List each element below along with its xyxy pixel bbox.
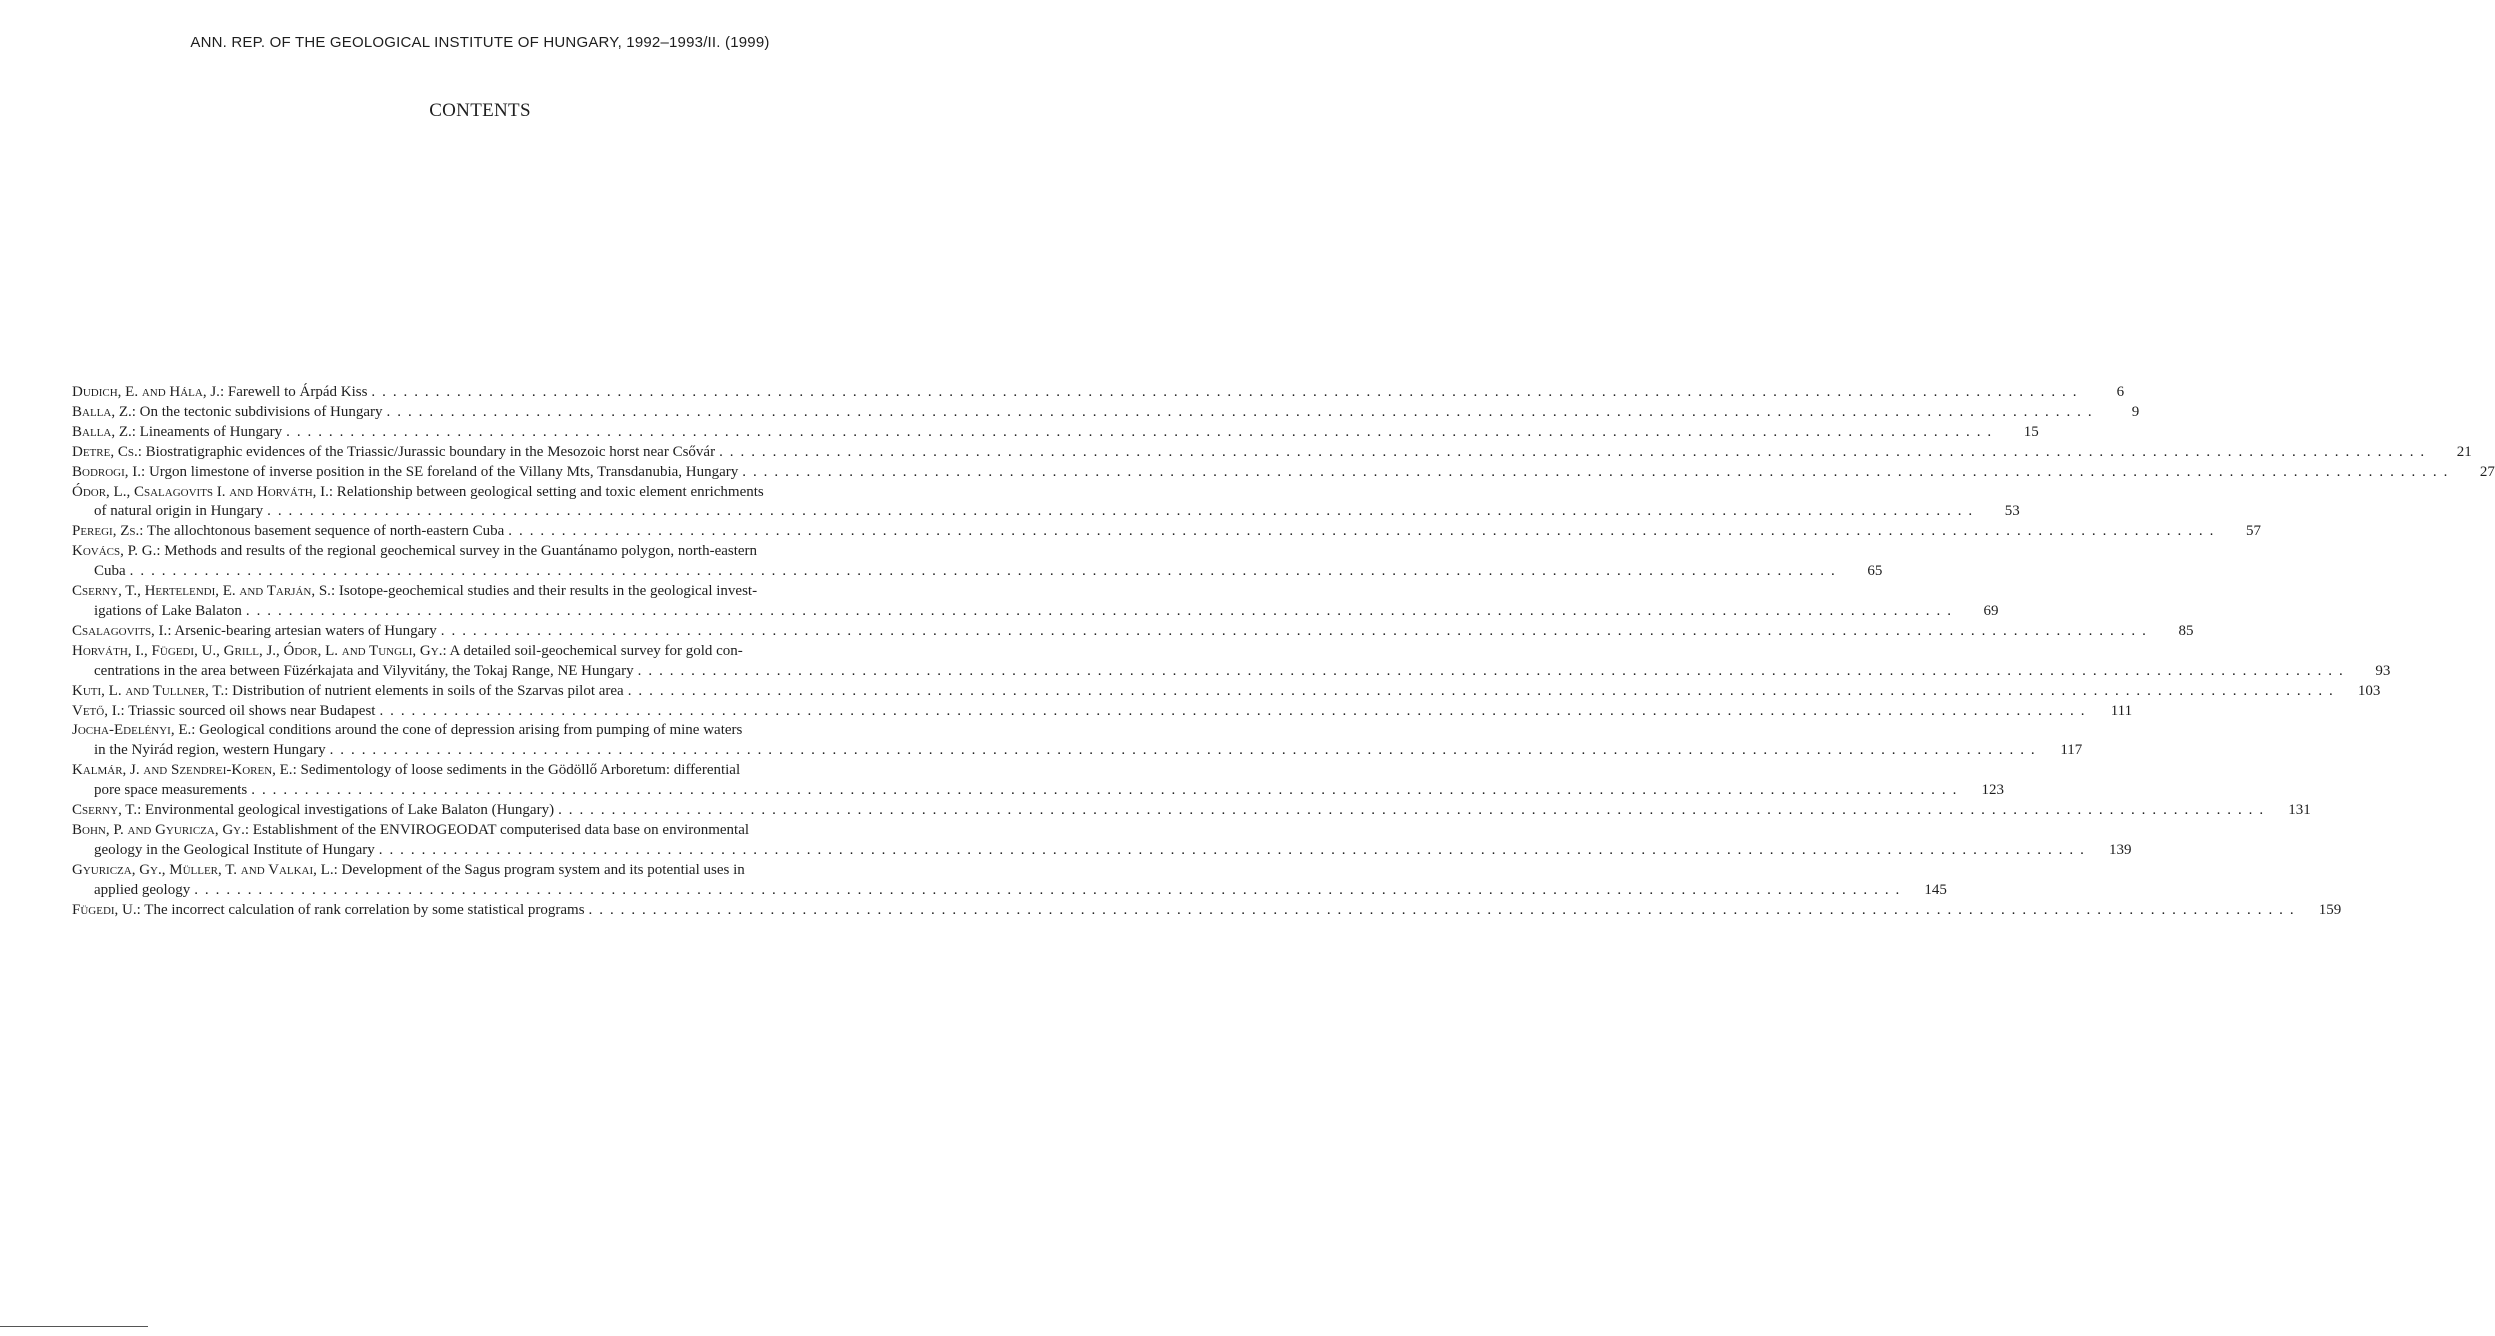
toc-entry[interactable] [72, 861, 1947, 901]
toc-entry[interactable] [72, 721, 2083, 761]
toc-page-number: 65 [1867, 563, 1883, 580]
toc-page-number: 159 [2318, 901, 2342, 918]
toc-entry-line [72, 901, 2342, 921]
toc-entry[interactable] [72, 702, 2133, 722]
toc-title: : Methods and results of the regional geochemical survey in the Guantánamo polygon, north-eastern [156, 543, 758, 560]
toc-authors: Csalagovits, I. [72, 622, 168, 639]
toc-entry-line [72, 702, 2133, 722]
toc-entry[interactable] [72, 682, 2381, 702]
toc-authors: Cserny, T., Hertelendi, E. and Tarján, S. [72, 583, 331, 600]
toc-authors: Kalmár, J. and Szendrei-Koren, E. [72, 762, 293, 779]
toc-entry-continuation [72, 662, 2391, 682]
toc-authors: Gyuricza, Gy., Müller, T. and Valkai, L. [72, 861, 334, 878]
toc-entry[interactable] [72, 443, 2472, 463]
toc-entry-line [72, 721, 880, 741]
toc-title: of natural origin in Hungary [94, 503, 264, 520]
toc-leader-dots: . . . . . . . . . . . . . . . . . . . . . . . . . . . . . . . . . . . . . . . . . . . . . . . . . . . . . . . . . . . . . . . . . . . . . . . . . . . . . . . . . . . . . . . . . . . . . . . . . . . . . . . . . . . . . . . . . . . . . . . . . . . . . . . . . . . . . . . . . . . . . . . . . . . . . . . . . . . . . . . . [194, 881, 1901, 898]
toc-entry-continuation [72, 502, 2020, 522]
toc-leader-dots: . . . . . . . . . . . . . . . . . . . . . . . . . . . . . . . . . . . . . . . . . . . . . . . . . . . . . . . . . . . . . . . . . . . . . . . . . . . . . . . . . . . . . . . . . . . . . . . . . . . . . . . . . . . . . . . . . . . . . . . . . . . . . . . . . . . . . . . . . . . . . . . . . . . . . . . . . . . . . . . . [379, 702, 2087, 719]
toc-entry[interactable] [72, 542, 1883, 582]
toc-authors: Kovács, P. G. [72, 543, 157, 560]
toc-page-number: 53 [2004, 503, 2020, 520]
toc-page-number: 139 [2108, 841, 2132, 858]
toc-leader-dots: . . . . . . . . . . . . . . . . . . . . . . . . . . . . . . . . . . . . . . . . . . . . . . . . . . . . . . . . . . . . . . . . . . . . . . . . . . . . . . . . . . . . . . . . . . . . . . . . . . . . . . . . . . . . . . . . . . . . . . . . . . . . . . . . . . . . . . . . . . . . . . . . . . . . . . . . . . . . . . . . [267, 503, 1974, 520]
toc-authors: Kuti, L. and Tullner, T. [72, 682, 225, 699]
toc-entry-line [72, 483, 880, 503]
toc-leader-dots: . . . . . . . . . . . . . . . . . . . . . . . . . . . . . . . . . . . . . . . . . . . . . . . . . . . . . . . . . . . . . . . . . . . . . . . . . . . . . . . . . . . . . . . . . . . . . . . . . . . . . . . . . . . . . . . . . . . . . . . . . . . . . . . . . . . . . . . . . . . . . . . . . . . . . . . . . . . . . . . . [440, 622, 2148, 639]
toc-entry-continuation [72, 562, 1883, 582]
toc-page-number: 6 [2116, 384, 2125, 400]
toc-leader-dots: . . . . . . . . . . . . . . . . . . . . . . . . . . . . . . . . . . . . . . . . . . . . . . . . . . . . . . . . . . . . . . . . . . . . . . . . . . . . . . . . . . . . . . . . . . . . . . . . . . . . . . . . . . . . . . . . . . . . . . . . . . . . . . . . . . . . . . . . . . . . . . . . . . . . . . . . . . . . . . . . [742, 463, 2449, 480]
toc-title: : The allochtonous basement sequence of north-eastern Cuba [139, 523, 505, 540]
toc-title: : Distribution of nutrient elements in soils of the Szarvas pilot area [224, 682, 624, 699]
toc-leader-dots: . . . . . . . . . . . . . . . . . . . . . . . . . . . . . . . . . . . . . . . . . . . . . . . . . . . . . . . . . . . . . . . . . . . . . . . . . . . . . . . . . . . . . . . . . . . . . . . . . . . . . . . . . . . . . . . . . . . . . . . . . . . . . . . . . . . . . . . . . . . . . . . . . . . . . . . . . . . . . . . . [245, 602, 1953, 619]
toc-title: in the Nyirád region, western Hungary [94, 742, 326, 759]
toc-title: : Relationship between geological setting and toxic element enrichments [328, 483, 764, 500]
toc-entry-line [72, 682, 2381, 702]
toc-authors: Bohn, P. and Gyuricza, Gy. [72, 821, 245, 838]
page-title: CONTENTS [429, 100, 531, 121]
toc-title: : Geological conditions around the cone of depression arising from pumping of mine waters [191, 722, 743, 739]
toc-title: : Isotope-geochemical studies and their results in the geological invest- [330, 583, 758, 600]
toc-page-number: 93 [2375, 662, 2391, 679]
toc-entry[interactable] [72, 423, 2039, 443]
toc-entry-continuation [72, 881, 1947, 901]
toc-authors: Horváth, I., Fügedi, U., Grill, J., Ódor, L. and Tungli, Gy. [72, 642, 443, 659]
toc-entry[interactable] [72, 522, 2261, 542]
toc-entry-line [72, 761, 880, 781]
toc-entry-line [72, 642, 880, 662]
toc-entry[interactable] [72, 622, 2194, 642]
toc-leader-dots: . . . . . . . . . . . . . . . . . . . . . . . . . . . . . . . . . . . . . . . . . . . . . . . . . . . . . . . . . . . . . . . . . . . . . . . . . . . . . . . . . . . . . . . . . . . . . . . . . . . . . . . . . . . . . . . . . . . . . . . . . . . . . . . . . . . . . . . . . . . . . . . . . . . . . . . . . . . . . . . . [637, 662, 2345, 679]
toc-entry-continuation [72, 781, 2004, 801]
toc-entry-line [72, 582, 880, 602]
toc-entry-continuation [72, 841, 2132, 861]
toc-title: geology in the Geological Institute of Hungary [94, 841, 375, 858]
toc-page-number: 123 [1981, 782, 2004, 799]
toc-page-number: 9 [2131, 403, 2140, 420]
toc-title: : Triassic sourced oil shows near Budapest [120, 702, 376, 719]
toc-page-number: 57 [2245, 523, 2261, 540]
toc-authors: Cserny, T. [72, 802, 138, 819]
toc-entry-line [72, 403, 2140, 423]
toc-page-number: 27 [2479, 463, 2495, 480]
toc-leader-dots: . . . . . . . . . . . . . . . . . . . . . . . . . . . . . . . . . . . . . . . . . . . . . . . . . . . . . . . . . . . . . . . . . . . . . . . . . . . . . . . . . . . . . . . . . . . . . . . . . . . . . . . . . . . . . . . . . . . . . . . . . . . . . . . . . . . . . . . . . . . . . . . . . . . . . . . . . . . . . . . . [508, 523, 2215, 540]
toc-authors: Ódor, L., Csalagovits I. and Horváth, I. [72, 483, 329, 500]
toc-entry-continuation [72, 602, 1999, 622]
toc-entry[interactable] [72, 483, 2020, 523]
toc-entry-line [72, 622, 2194, 642]
toc-entry-line [72, 443, 2472, 463]
toc-page-number: 21 [2456, 443, 2472, 460]
journal-header: ANN. REP. OF THE GEOLOGICAL INSTITUTE OF HUNGARY, 1992–1993/II. (1999) [190, 34, 770, 51]
toc-entry-line [72, 423, 2039, 443]
toc-title: : A detailed soil-geochemical survey for gold con- [442, 642, 743, 659]
toc-title: : Arsenic-bearing artesian waters of Hungary [167, 622, 437, 639]
toc-title: : Lineaments of Hungary [131, 423, 283, 440]
toc-title: pore space measurements [94, 782, 248, 799]
toc-leader-dots: . . . . . . . . . . . . . . . . . . . . . . . . . . . . . . . . . . . . . . . . . . . . . . . . . . . . . . . . . . . . . . . . . . . . . . . . . . . . . . . . . . . . . . . . . . . . . . . . . . . . . . . . . . . . . . . . . . . . . . . . . . . . . . . . . . . . . . . . . . . . . . . . . . . . . . . . . . . . . . . . [378, 841, 2086, 858]
toc-authors: Fügedi, U. [72, 901, 137, 918]
toc-page-number: 145 [1924, 881, 1947, 898]
toc-authors: Detre, Cs. [72, 443, 138, 460]
toc-leader-dots: . . . . . . . . . . . . . . . . . . . . . . . . . . . . . . . . . . . . . . . . . . . . . . . . . . . . . . . . . . . . . . . . . . . . . . . . . . . . . . . . . . . . . . . . . . . . . . . . . . . . . . . . . . . . . . . . . . . . . . . . . . . . . . . . . . . . . . . . . . . . . . . . . . . . . . . . . . . . . . . . [329, 742, 2037, 759]
toc-entry[interactable] [72, 901, 2342, 921]
toc-leader-dots: . . . . . . . . . . . . . . . . . . . . . . . . . . . . . . . . . . . . . . . . . . . . . . . . . . . . . . . . . . . . . . . . . . . . . . . . . . . . . . . . . . . . . . . . . . . . . . . . . . . . . . . . . . . . . . . . . . . . . . . . . . . . . . . . . . . . . . . . . . . . . . . . . . . . . . . . . . . . . . . . [286, 423, 1993, 440]
toc-entry-line [72, 861, 880, 881]
toc-leader-dots: . . . . . . . . . . . . . . . . . . . . . . . . . . . . . . . . . . . . . . . . . . . . . . . . . . . . . . . . . . . . . . . . . . . . . . . . . . . . . . . . . . . . . . . . . . . . . . . . . . . . . . . . . . . . . . . . . . . . . . . . . . . . . . . . . . . . . . . . . . . . . . . . . . . . . . . . . . . . . . . . [251, 782, 1958, 799]
toc-entry-line [72, 383, 2125, 403]
toc-entry[interactable] [72, 383, 2125, 403]
toc-page-number: 103 [2357, 682, 2381, 699]
toc-page-number: 15 [2023, 423, 2039, 440]
toc-authors: Dudich, E. and Hála, J. [72, 384, 220, 400]
toc-entry-continuation [72, 741, 2083, 761]
toc-title: : Urgon limestone of inverse position in the SE foreland of the Villany Mts, Transdanubia, Hungary [141, 463, 739, 480]
toc-page-number: 117 [2060, 742, 2083, 759]
toc-entry[interactable] [72, 403, 2140, 423]
toc-title: Cuba [94, 563, 126, 580]
toc-title: : Establishment of the ENVIROGEODAT computerised data base on environmental [244, 821, 750, 838]
toc-title: : Sedimentology of loose sediments in the Gödöllő Arboretum: differential [292, 762, 741, 779]
toc-title: : Development of the Sagus program system and its potential uses in [333, 861, 745, 878]
toc-authors: Balla, Z. [72, 423, 132, 440]
toc-entry[interactable] [72, 582, 1999, 622]
table-of-contents [72, 383, 2495, 920]
toc-title: : The incorrect calculation of rank correlation by some statistical programs [136, 901, 585, 918]
toc-title: applied geology [94, 881, 191, 898]
toc-leader-dots: . . . . . . . . . . . . . . . . . . . . . . . . . . . . . . . . . . . . . . . . . . . . . . . . . . . . . . . . . . . . . . . . . . . . . . . . . . . . . . . . . . . . . . . . . . . . . . . . . . . . . . . . . . . . . . . . . . . . . . . . . . . . . . . . . . . . . . . . . . . . . . . . . . . . . . . . . . . . . . . . [386, 403, 2094, 420]
toc-authors: Vető, I. [72, 702, 121, 719]
toc-entry[interactable] [72, 801, 2311, 821]
toc-entry[interactable] [72, 463, 2495, 483]
toc-authors: Jocha-Edelényi, E. [72, 722, 192, 739]
toc-entry-line [72, 522, 2261, 542]
toc-entry[interactable] [72, 761, 2004, 801]
toc-leader-dots: . . . . . . . . . . . . . . . . . . . . . . . . . . . . . . . . . . . . . . . . . . . . . . . . . . . . . . . . . . . . . . . . . . . . . . . . . . . . . . . . . . . . . . . . . . . . . . . . . . . . . . . . . . . . . . . . . . . . . . . . . . . . . . . . . . . . . . . . . . . . . . . . . . . . . . . . . . . . . . . . [627, 682, 2335, 699]
toc-authors: Bodrogi, I. [72, 463, 142, 480]
toc-authors: Balla, Z. [72, 403, 132, 420]
footer-rule [0, 1326, 148, 1327]
toc-leader-dots: . . . . . . . . . . . . . . . . . . . . . . . . . . . . . . . . . . . . . . . . . . . . . . . . . . . . . . . . . . . . . . . . . . . . . . . . . . . . . . . . . . . . . . . . . . . . . . . . . . . . . . . . . . . . . . . . . . . . . . . . . . . . . . . . . . . . . . . . . . . . . . . . . . . . . . . . . . . . . . . . [129, 563, 1837, 580]
toc-title: : Farewell to Árpád Kiss [219, 384, 368, 400]
toc-leader-dots: . . . . . . . . . . . . . . . . . . . . . . . . . . . . . . . . . . . . . . . . . . . . . . . . . . . . . . . . . . . . . . . . . . . . . . . . . . . . . . . . . . . . . . . . . . . . . . . . . . . . . . . . . . . . . . . . . . . . . . . . . . . . . . . . . . . . . . . . . . . . . . . . . . . . . . . . . . . . . . . . [558, 802, 2265, 819]
toc-leader-dots: . . . . . . . . . . . . . . . . . . . . . . . . . . . . . . . . . . . . . . . . . . . . . . . . . . . . . . . . . . . . . . . . . . . . . . . . . . . . . . . . . . . . . . . . . . . . . . . . . . . . . . . . . . . . . . . . . . . . . . . . . . . . . . . . . . . . . . . . . . . . . . . . . . . . . . . . . . . . . . . . [588, 901, 2296, 918]
toc-page-number: 85 [2178, 622, 2194, 639]
toc-entry[interactable] [72, 642, 2391, 682]
toc-page-number: 131 [2288, 802, 2311, 819]
toc-title: igations of Lake Balaton [94, 602, 242, 619]
toc-title: : Biostratigraphic evidences of the Triassic/Jurassic boundary in the Mesozoic horst near Csővár [137, 443, 716, 460]
toc-entry-line [72, 801, 2311, 821]
toc-leader-dots: . . . . . . . . . . . . . . . . . . . . . . . . . . . . . . . . . . . . . . . . . . . . . . . . . . . . . . . . . . . . . . . . . . . . . . . . . . . . . . . . . . . . . . . . . . . . . . . . . . . . . . . . . . . . . . . . . . . . . . . . . . . . . . . . . . . . . . . . . . . . . . . . . . . . . . . . . . . . . . . . [371, 384, 2079, 400]
toc-page-number: 69 [1983, 602, 1999, 619]
toc-entry[interactable] [72, 821, 2132, 861]
toc-title: centrations in the area between Füzérkajata and Vilyvitány, the Tokaj Range, NE Hungary [94, 662, 634, 679]
toc-title: : On the tectonic subdivisions of Hungary [131, 403, 383, 420]
toc-title: : Environmental geological investigations of Lake Balaton (Hungary) [137, 802, 555, 819]
toc-authors: Peregi, Zs. [72, 523, 140, 540]
toc-page-number: 111 [2110, 702, 2133, 719]
toc-entry-line [72, 821, 880, 841]
toc-entry-line [72, 542, 880, 562]
toc-leader-dots: . . . . . . . . . . . . . . . . . . . . . . . . . . . . . . . . . . . . . . . . . . . . . . . . . . . . . . . . . . . . . . . . . . . . . . . . . . . . . . . . . . . . . . . . . . . . . . . . . . . . . . . . . . . . . . . . . . . . . . . . . . . . . . . . . . . . . . . . . . . . . . . . . . . . . . . . . . . . . . . . [719, 443, 2426, 460]
toc-entry-line [72, 463, 2495, 483]
